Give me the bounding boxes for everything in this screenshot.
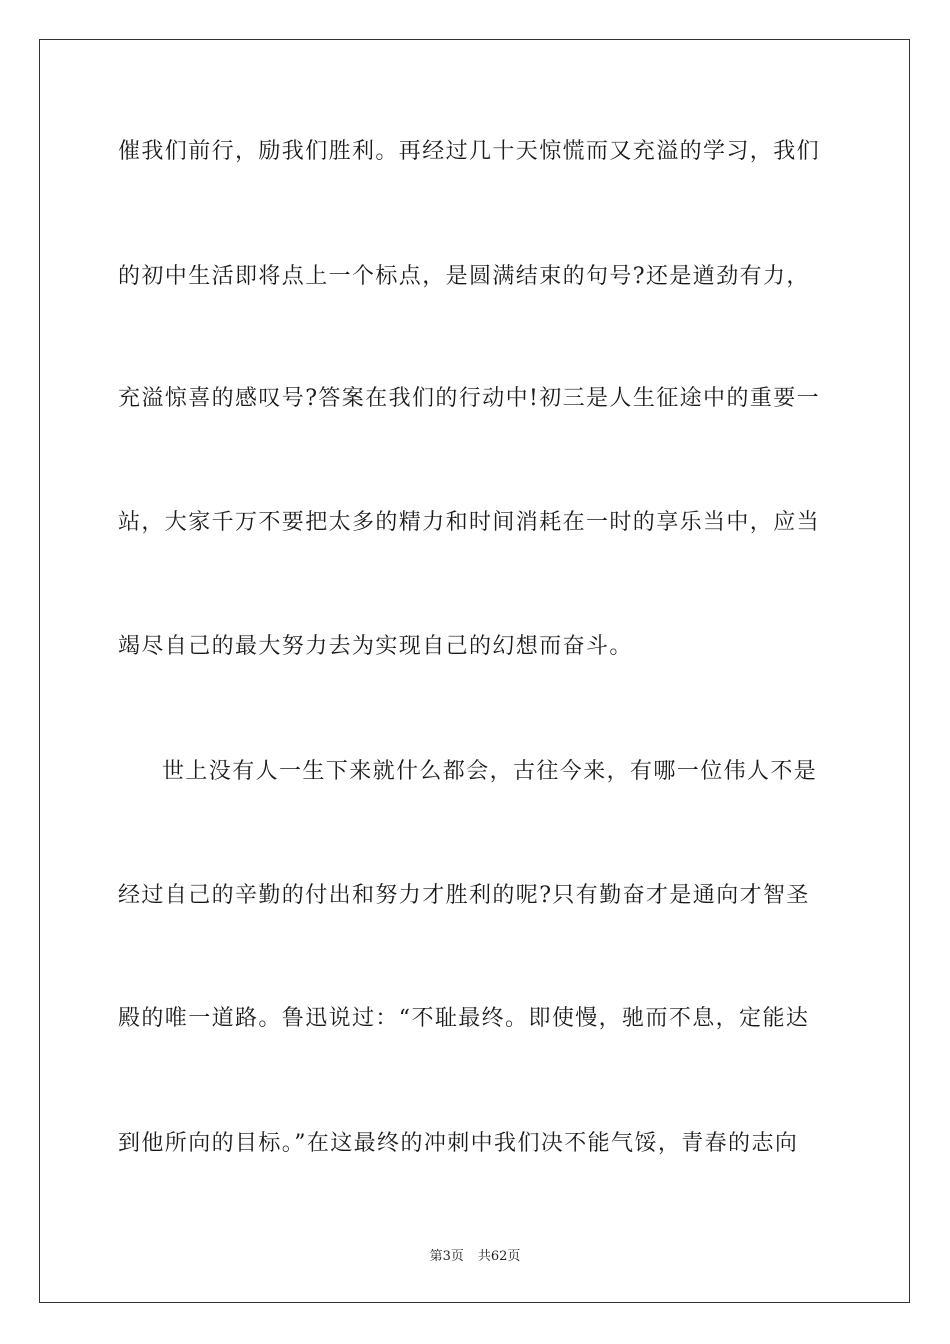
- page-footer: [0, 1245, 950, 1264]
- text-line: 催我们前行，励我们胜利。再经过几十天惊慌而又充溢的学习，我们: [118, 139, 821, 164]
- page-number: 第3页: [429, 1249, 464, 1264]
- text-line: 站，大家千万不要把太多的精力和时间消耗在一时的享乐当中，应当: [118, 510, 821, 535]
- text-line: 殿的唯一道路。鲁迅说过：“不耻最终。即使慢，驰而不息，定能达: [118, 1006, 810, 1031]
- page-border: [39, 39, 910, 1303]
- text-line: 充溢惊喜的感叹号?答案在我们的行动中!初三是人生征途中的重要一: [118, 386, 821, 411]
- text-line: 到他所向的目标。”在这最终的冲刺中我们决不能气馁，青春的志向: [118, 1131, 799, 1156]
- page-total: 共62页: [477, 1249, 521, 1264]
- text-line: 竭尽自己的最大努力去为实现自己的幻想而奋斗。: [118, 634, 633, 659]
- text-line: 经过自己的辛勤的付出和努力才胜利的呢?只有勤奋才是通向才智圣: [118, 883, 810, 908]
- text-line: 的初中生活即将点上一个标点，是圆满结束的句号?还是遒劲有力，: [118, 264, 810, 289]
- paragraph-first-line: 世上没有人一生下来就什么都会，古往今来，有哪一位伟人不是: [162, 759, 818, 784]
